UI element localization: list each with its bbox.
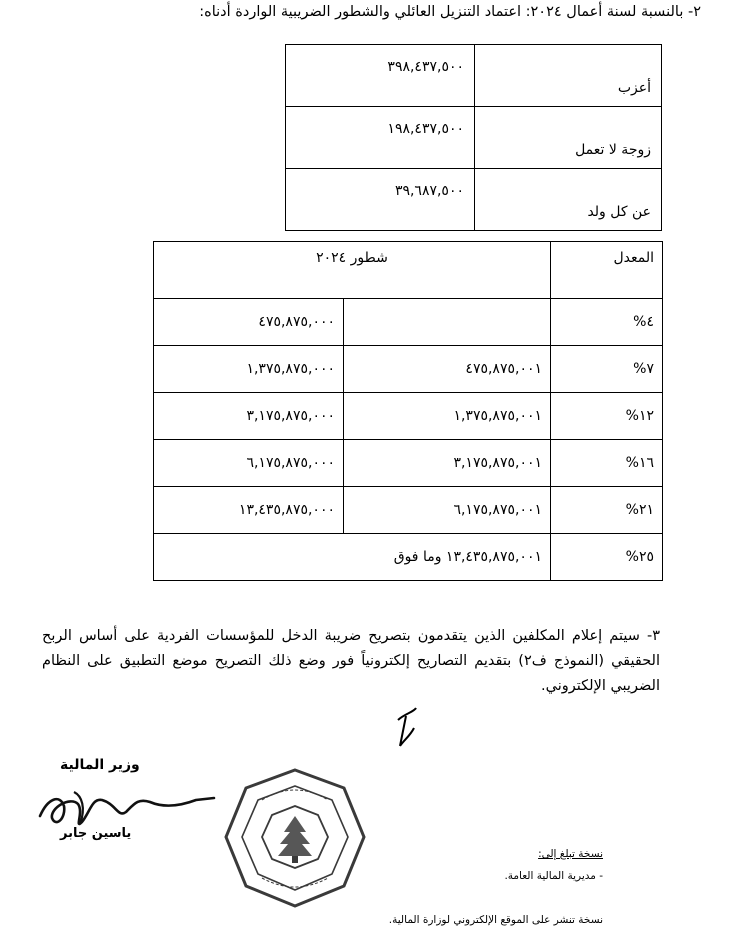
initials-mark: [392, 706, 420, 750]
table-row: [286, 45, 662, 107]
allowance-label: عن كل ولد: [475, 169, 662, 231]
table-row: [286, 169, 662, 231]
ministry-seal: [222, 766, 368, 912]
copy-to-label: نسخة تبلغ إلى:: [538, 848, 603, 860]
band-from: [344, 299, 551, 346]
table-row: [154, 346, 663, 393]
section-3-paragraph: ٣- سيتم إعلام المكلفين الذين يتقدمون بتصريح ضريبة الدخل للمؤسسات الفردية على أساس الربح الحقيقي (النموذج ف٢) بتقديم التصاريح إلكترونياً فور وضع ذلك التصريح موضع التطبيق على النظام الضريبي الإلكتروني.: [42, 628, 661, 694]
table-row: [154, 440, 663, 487]
table-row: [154, 393, 663, 440]
table-row: [154, 299, 663, 346]
band-to: ١٣,٤٣٥,٨٧٥,٠٠٠: [154, 487, 344, 534]
band-to: ١,٣٧٥,٨٧٥,٠٠٠: [154, 346, 344, 393]
publish-note: نسخة تنشر على الموقع الإلكتروني لوزارة المالية.: [388, 914, 603, 926]
allowance-value: ٣٩,٦٨٧,٥٠٠: [286, 169, 475, 231]
table-header-row: [154, 242, 663, 299]
band-rate: %١٢: [551, 393, 663, 440]
band-from: ٤٧٥,٨٧٥,٠٠١: [344, 346, 551, 393]
table-row: [286, 107, 662, 169]
allowance-value: ١٩٨,٤٣٧,٥٠٠: [286, 107, 475, 169]
table-row: [154, 487, 663, 534]
copy-recipient: - مديرية المالية العامة.: [504, 870, 603, 882]
band-rate: %٢١: [551, 487, 663, 534]
band-rate: %١٦: [551, 440, 663, 487]
tax-brackets-table: [153, 241, 663, 581]
band-top: ١٣,٤٣٥,٨٧٥,٠٠١ وما فوق: [154, 534, 551, 581]
band-from: ٣,١٧٥,٨٧٥,٠٠١: [344, 440, 551, 487]
band-rate: %٧: [551, 346, 663, 393]
table-row: [154, 534, 663, 581]
allowance-label: أعزب: [475, 45, 662, 107]
header-bands: شطور ٢٠٢٤: [154, 242, 551, 299]
family-allowance-table: [285, 44, 662, 231]
band-rate: %٤: [551, 299, 663, 346]
band-from: ٦,١٧٥,٨٧٥,٠٠١: [344, 487, 551, 534]
allowance-label: زوجة لا تعمل: [475, 107, 662, 169]
allowance-value: ٣٩٨,٤٣٧,٥٠٠: [286, 45, 475, 107]
band-to: ٦,١٧٥,٨٧٥,٠٠٠: [154, 440, 344, 487]
section-2-heading: ٢- بالنسبة لسنة أعمال ٢٠٢٤: اعتماد التنزيل العائلي والشطور الضريبية الواردة أدناه:: [199, 4, 701, 20]
band-to: ٤٧٥,٨٧٥,٠٠٠: [154, 299, 344, 346]
minister-name: ياسين جابر: [60, 826, 132, 841]
header-rate: المعدل: [551, 242, 663, 299]
band-to: ٣,١٧٥,٨٧٥,٠٠٠: [154, 393, 344, 440]
band-from: ١,٣٧٥,٨٧٥,٠٠١: [344, 393, 551, 440]
minister-title: وزير المالية: [60, 757, 140, 773]
band-rate: %٢٥: [551, 534, 663, 581]
